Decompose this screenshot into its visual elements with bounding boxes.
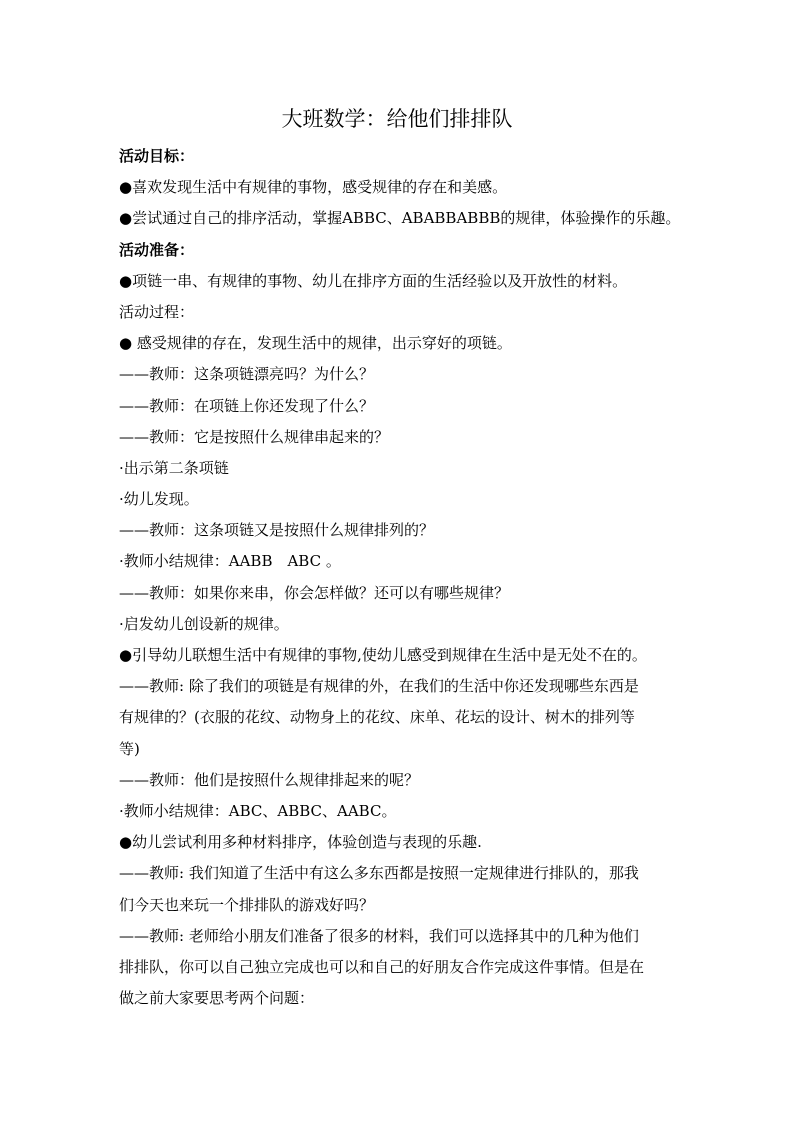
body-line: 们今天也来玩一个排排队的游戏好吗？ [119,895,375,914]
body-line: 活动过程： [119,302,195,321]
body-line: ●引导幼儿联想生活中有规律的事物,使幼儿感受到规律在生活中是无处不在的。 [119,646,647,664]
body-line: 排排队，你可以自己独立完成也可以和自己的好朋友合作完成这件事情。但是在 [119,957,645,976]
section-heading: 活动准备： [119,240,195,259]
body-line: 等) [119,739,140,758]
body-line: ·幼儿发现。 [119,490,199,509]
body-line: ·启发幼儿创设新的规律。 [119,614,289,633]
body-line: ——教师: 我们知道了生活中有这么多东西都是按照一定规律进行排队的，那我 [119,864,639,883]
body-line: ●喜欢发现生活中有规律的事物，感受规律的存在和美感。 [119,178,508,197]
body-line: ——教师：这条项链又是按照什么规律排列的？ [119,521,435,540]
body-line: ●尝试通过自己的排序活动，掌握ABBC、ABABBABBB的规律，体验操作的乐趣。 [119,209,681,228]
body-line: ——教师：在项链上你还发现了什么？ [119,396,375,415]
body-line: ——教师: 老师给小朋友们准备了很多的材料，我们可以选择其中的几种为他们 [119,926,639,945]
body-line: 做之前大家要思考两个问题： [119,989,315,1008]
body-line: ——教师：这条项链漂亮吗？为什么？ [119,365,375,384]
section-heading: 活动目标： [119,147,195,165]
document-body [119,141,689,1014]
document-title: 大班数学：给他们排排队 [281,107,513,131]
body-line: ——教师：它是按照什么规律串起来的？ [119,427,390,446]
body-line: ——教师：他们是按照什么规律排起来的呢？ [119,770,420,789]
body-line: ●项链一串、有规律的事物、幼儿在排序方面的生活经验以及开放性的材料。 [119,271,628,290]
body-line: ·教师小结规律：ABC、ABBC、AABC。 [119,801,397,820]
body-line: ● 感受规律的存在，发现生活中的规律，出示穿好的项链。 [119,334,512,353]
body-line: 有规律的？(衣服的花纹、动物身上的花纹、床单、花坛的设计、树木的排列等 [119,708,635,727]
body-line: ——教师: 除了我们的项链是有规律的外，在我们的生活中你还发现哪些东西是 [119,677,639,696]
body-line: ·出示第二条项链 [119,458,229,477]
body-line: ●幼儿尝试利用多种材料排序，体验创造与表现的乐趣. [119,833,482,852]
body-line: ·教师小结规律：AABB ABC 。 [119,552,341,571]
body-line: ——教师：如果你来串，你会怎样做？还可以有哪些规律？ [119,583,510,602]
